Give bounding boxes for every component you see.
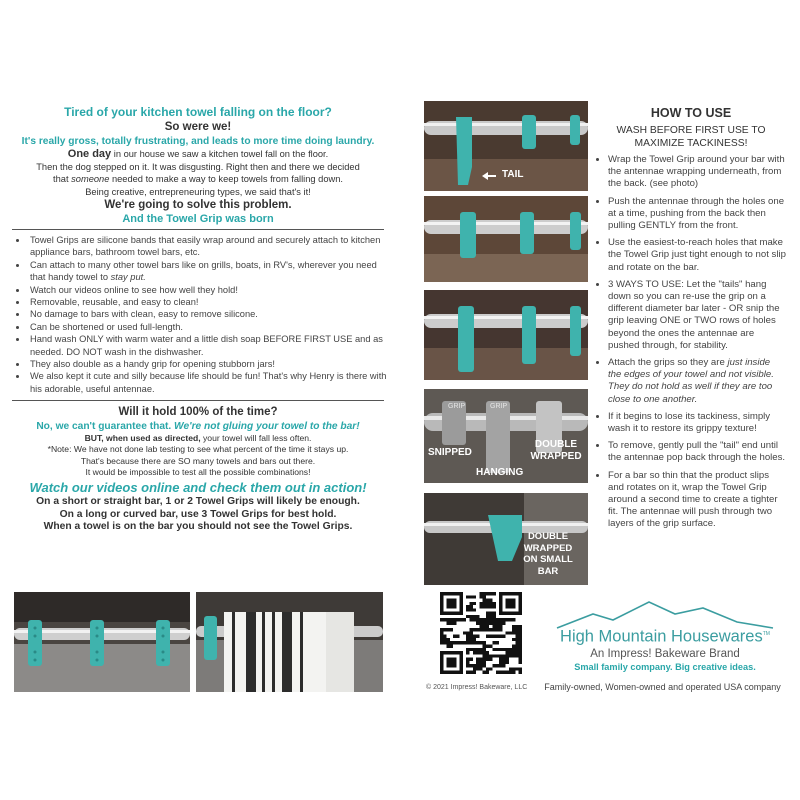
gross-line: It's really gross, totally frustrating, and leads to more time doing laundry. (21, 136, 375, 147)
double-wrapped-label: DOUBLE WRAPPED (530, 439, 582, 462)
story-lead: One day (67, 148, 112, 160)
headline: Tired of your kitchen towel falling on the floor? (64, 105, 332, 119)
divider (12, 400, 384, 401)
feature-item: • Removable, reusable, and easy to clean! (28, 296, 388, 308)
qr-code[interactable] (440, 592, 522, 674)
feature-item: • Towel Grips are silicone bands that easily wrap around and securely attach to kitchen appliance bars, bathroom towel bars, etc. (28, 234, 388, 259)
will-hold-heading: Will it hold 100% of the time? (118, 406, 278, 419)
how-to-use (596, 106, 786, 536)
feature-item: • We also kept it cute and silly because life should be fun! That's why Henry is there with his adorable, useful antennae. (28, 370, 388, 395)
so-were-we: So were we! (164, 121, 232, 133)
but-bold: BUT, when used as directed, (84, 433, 203, 444)
short-bar-tip: On a short or straight bar, 1 or 2 Towel Grips will likely be enough. (36, 496, 360, 508)
hanging-label: HANGING (476, 467, 524, 478)
brand-tm: TM (762, 631, 770, 637)
story-4: Being creative, entrepreneuring types, we said that's it! (85, 186, 311, 197)
photo-step-3 (424, 290, 588, 380)
no-guarantee: No, we can't guarantee that. (36, 421, 175, 433)
photo-grips-on-bar (14, 592, 190, 692)
how-steps (596, 154, 786, 531)
tagline: Small family company. Big creative ideas. (574, 661, 756, 672)
photo-towel-on-bar (196, 592, 383, 692)
wash-note: WASH BEFORE FIRST USE TO MAXIMIZE TACKINESS! (616, 125, 766, 149)
photo-grips-on-bar-art (14, 592, 190, 692)
brand-block (545, 598, 785, 673)
feature-item (28, 259, 388, 284)
guarantee-line (8, 420, 388, 433)
story-2: Then the dog stepped on it. It was disgusting. Right then and there we decided (36, 161, 360, 172)
watch-videos: Watch our videos online and check them out in action! (29, 480, 367, 496)
but-rest: your towel will fall less often. (203, 433, 312, 444)
photo-double-wrapped (424, 493, 588, 585)
feature-item: • They also double as a handy grip for opening stubborn jars! (28, 358, 388, 370)
feature-item: • Hand wash ONLY with warm water and a little dish soap BEFORE FIRST USE and as needed. DO NOT wash in the dishwasher. (28, 333, 388, 358)
how-step (608, 357, 786, 406)
note-2: That's because there are SO many towels and bars out there. (80, 455, 316, 466)
feature-item: • Can be shortened or used full-length. (28, 321, 388, 333)
stay-put-italic: stay put. (110, 272, 146, 283)
how-step: • For a bar so thin that the product slips and rotates on it, wrap the Towel Grip around a second time to create a tighter fit. The antennae will push through two layers of the grip surface. (608, 470, 786, 531)
photo-step-3-art (424, 290, 588, 380)
photo-towel-on-bar-art (196, 592, 383, 692)
mountain-logo-icon (553, 598, 777, 632)
how-step: • To remove, gently pull the "tail" end until the antennae pop back through the holes. (608, 440, 786, 464)
grip-label-2: GRIP (490, 403, 508, 410)
photo-step-2-art (424, 196, 588, 282)
how-title: HOW TO USE (650, 106, 732, 120)
grip-label-1: GRIP (448, 403, 466, 410)
feature-item: • Watch our videos online to see how well they hold! (28, 284, 388, 296)
brand-sub: An Impress! Bakeware Brand (590, 647, 740, 660)
photo-three-ways (424, 389, 588, 483)
how-step: • Push the antennae through the holes one at a time, pushing from the back then pulling GENTLY from the front. (608, 196, 786, 233)
note-1: *Note: We have not done lab testing to see what percent of the time it stays up. (47, 444, 349, 455)
intro-column (8, 105, 388, 534)
divider (12, 229, 384, 230)
but-line (8, 433, 388, 444)
brand-name-text: High Mountain Housewares (560, 627, 763, 646)
solve-line: We're going to solve this problem. (104, 199, 292, 211)
story-3b: someone (71, 174, 110, 184)
how-step: • If it begins to lose its tackiness, simply wash it to restore its grippy texture! (608, 411, 786, 435)
double-small-label: DOUBLE WRAPPED ON SMALL BAR (523, 531, 573, 577)
photo-step-1 (424, 101, 588, 191)
note-3: It would be impossible to test all the possible combinations! (85, 466, 311, 477)
snipped-label: SNIPPED (428, 447, 472, 458)
copyright: © 2021 Impress! Bakeware, LLC (426, 684, 528, 691)
long-bar-tip: On a long or curved bar, use 3 Towel Grips for best hold. (59, 508, 337, 520)
how-step: • 3 WAYS TO USE: Let the "tails" hang down so you can re-use the grip on a different diameter bar later - OR snip the grip leaving ONE or TWO rows of holes beyond the ones the antennae are pushed through, for stability. (608, 279, 786, 352)
tail-label: TAIL (502, 169, 524, 180)
how-step: • Wrap the Towel Grip around your bar with the antennae wrapping underneath, from the back. (see photo) (608, 154, 786, 191)
story (8, 148, 388, 198)
not-gluing: We're not gluing your towel to the bar! (174, 421, 360, 433)
not-see-tip: When a towel is on the bar you should not see the Towel Grips. (43, 521, 353, 533)
how-step: • Use the easiest-to-reach holes that make the Towel Grip just tight enough to not slip and rotate on the bar. (608, 237, 786, 274)
born-line: And the Towel Grip was born (122, 213, 274, 225)
story-3a: that (53, 174, 72, 184)
how-step-5-text: Attach the grips so they are (608, 357, 728, 369)
story-1: in our house we saw a kitchen towel fall on the floor. (111, 149, 329, 159)
story-3c: needed to make a way to keep towels from falling down. (109, 174, 343, 184)
feature-text: Can attach to many other towel bars like on grills, boats, in RV's, wherever you need that handy towel to stay put. (30, 259, 377, 283)
how-step-5-italic: just inside the edges of your towel and not visible. They do not hold as well if they are too close to one another. (608, 357, 774, 405)
feature-list (8, 234, 388, 395)
photo-step-2 (424, 196, 588, 282)
qr-code-art (440, 592, 522, 674)
family-owned: Family-owned, Women-owned and operated USA company (544, 682, 781, 692)
feature-item: • No damage to bars with clean, easy to remove silicone. (28, 308, 388, 320)
